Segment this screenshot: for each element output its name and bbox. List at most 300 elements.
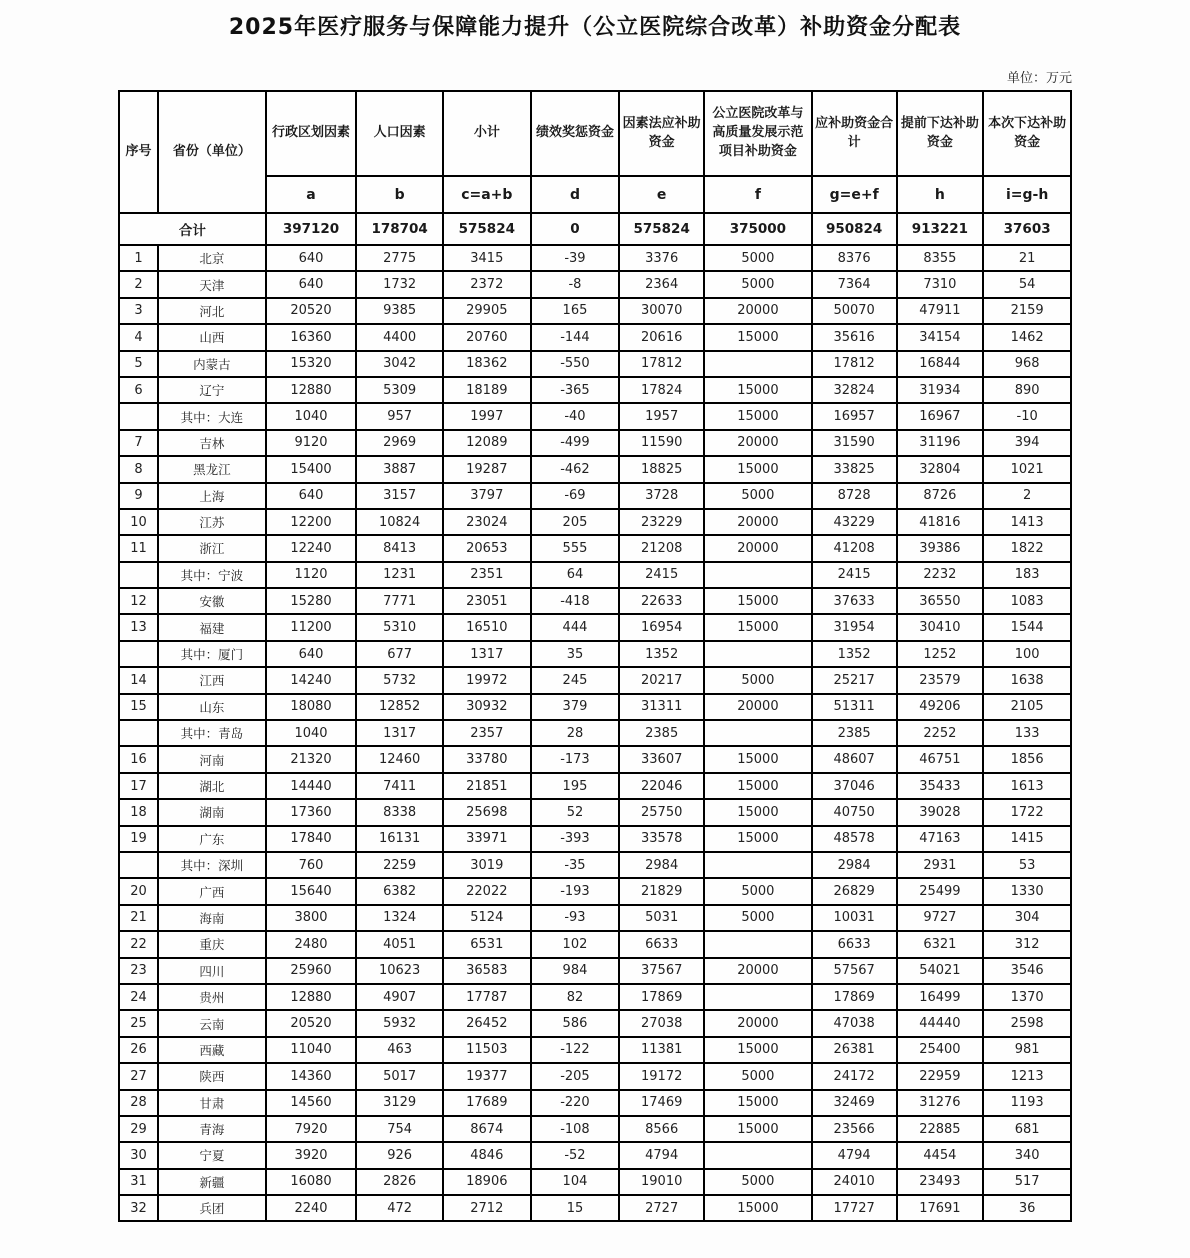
table-row [119,509,1071,535]
header-col-g: 应补助资金合计 [812,91,897,176]
value-cell: 7364 [812,271,897,297]
value-cell: 3800 [266,905,357,931]
seq-cell: 13 [119,614,158,640]
value-cell: 4846 [443,1142,531,1168]
seq-cell: 5 [119,351,158,377]
value-cell: 2385 [619,720,704,746]
value-cell: 2969 [356,430,443,456]
value-cell: 681 [983,1116,1071,1142]
value-cell: 22022 [443,878,531,904]
value-cell: 4400 [356,324,443,350]
value-cell: 20760 [443,324,531,350]
value-cell: 54021 [897,958,984,984]
value-cell: 5000 [704,1063,812,1089]
value-cell: 5000 [704,245,812,271]
table-row [119,984,1071,1010]
value-cell: 7920 [266,1116,357,1142]
table-row [119,641,1071,667]
value-cell: 49206 [897,694,984,720]
province-cell: 其中：深圳 [158,852,266,878]
province-cell: 辽宁 [158,377,266,403]
seq-cell: 32 [119,1195,158,1221]
value-cell: 20520 [266,1010,357,1036]
value-cell: 15000 [704,773,812,799]
value-cell: 3797 [443,483,531,509]
value-cell: -365 [531,377,620,403]
value-cell: 1231 [356,562,443,588]
value-cell: 16510 [443,614,531,640]
value-cell: 47911 [897,298,984,324]
value-cell: 100 [983,641,1071,667]
value-cell: -393 [531,826,620,852]
province-cell: 西藏 [158,1037,266,1063]
seq-cell: 18 [119,799,158,825]
seq-cell [119,641,158,667]
value-cell: -69 [531,483,620,509]
value-cell: 379 [531,694,620,720]
value-cell: 2415 [619,562,704,588]
value-cell: 4794 [812,1142,897,1168]
value-cell: 31196 [897,430,984,456]
table-row [119,324,1071,350]
value-cell: 23493 [897,1169,984,1195]
province-cell: 青海 [158,1116,266,1142]
seq-cell: 2 [119,271,158,297]
value-cell: 5000 [704,667,812,693]
value-cell: 7771 [356,588,443,614]
seq-cell: 20 [119,878,158,904]
page-title: 2025年医疗服务与保障能力提升（公立医院综合改革）补助资金分配表 [228,15,962,40]
value-cell: 20000 [704,694,812,720]
value-cell: 28 [531,720,620,746]
value-cell: 35433 [897,773,984,799]
value-cell: 11590 [619,430,704,456]
value-cell: -499 [531,430,620,456]
value-cell: 1370 [983,984,1071,1010]
value-cell: 8726 [897,483,984,509]
value-cell: 17869 [812,984,897,1010]
table-row [119,694,1071,720]
value-cell: 9120 [266,430,357,456]
value-cell: 12880 [266,377,357,403]
value-cell: 5000 [704,271,812,297]
value-cell: 18362 [443,351,531,377]
province-cell: 广东 [158,826,266,852]
value-cell: 1193 [983,1090,1071,1116]
value-cell: 25750 [619,799,704,825]
value-cell: 41208 [812,535,897,561]
value-cell: 24010 [812,1169,897,1195]
value-cell: -193 [531,878,620,904]
value-cell: 36583 [443,958,531,984]
value-cell: 57567 [812,958,897,984]
province-cell: 云南 [158,1010,266,1036]
header-formula-g: g=e+f [812,176,897,213]
value-cell: 5310 [356,614,443,640]
value-cell: 472 [356,1195,443,1221]
table-header [119,91,1071,213]
table-row [119,1142,1071,1168]
value-cell: 34154 [897,324,984,350]
value-cell: 19972 [443,667,531,693]
value-cell: -220 [531,1090,620,1116]
value-cell: 1021 [983,456,1071,482]
value-cell: 19287 [443,456,531,482]
seq-cell: 7 [119,430,158,456]
value-cell: 205 [531,509,620,535]
value-cell: 1413 [983,509,1071,535]
value-cell: 18906 [443,1169,531,1195]
value-cell: 33971 [443,826,531,852]
value-cell: 26452 [443,1010,531,1036]
total-value-cell: 0 [531,213,620,245]
value-cell: 517 [983,1169,1071,1195]
value-cell: 4907 [356,984,443,1010]
value-cell: -35 [531,852,620,878]
header-col-f: 公立医院改革与高质量发展示范项目补助资金 [704,91,812,176]
value-cell: 2480 [266,931,357,957]
total-value-cell: 178704 [356,213,443,245]
table-row [119,958,1071,984]
table-row [119,826,1071,852]
value-cell [704,720,812,746]
value-cell: 26381 [812,1037,897,1063]
value-cell: 957 [356,403,443,429]
value-cell: 82 [531,984,620,1010]
value-cell: 32824 [812,377,897,403]
header-col-e: 因素法应补助资金 [619,91,704,176]
seq-cell: 14 [119,667,158,693]
value-cell [704,351,812,377]
value-cell: 16080 [266,1169,357,1195]
value-cell: 19172 [619,1063,704,1089]
seq-cell: 28 [119,1090,158,1116]
value-cell: 1213 [983,1063,1071,1089]
total-label-cell: 合计 [119,213,266,245]
value-cell: 3042 [356,351,443,377]
value-cell: 36550 [897,588,984,614]
value-cell: 17787 [443,984,531,1010]
value-cell: 37567 [619,958,704,984]
table-row [119,403,1071,429]
value-cell: 40750 [812,799,897,825]
value-cell: 8728 [812,483,897,509]
header-formula-d: d [531,176,620,213]
value-cell: 50070 [812,298,897,324]
value-cell: 15280 [266,588,357,614]
value-cell: -39 [531,245,620,271]
table-row [119,483,1071,509]
seq-cell: 27 [119,1063,158,1089]
header-col-b: 人口因素 [356,91,443,176]
value-cell: -144 [531,324,620,350]
header-formula-f: f [704,176,812,213]
value-cell: 8674 [443,1116,531,1142]
value-cell: 53 [983,852,1071,878]
value-cell: 5000 [704,1169,812,1195]
province-cell: 贵州 [158,984,266,1010]
header-formula-a: a [266,176,357,213]
value-cell: 25217 [812,667,897,693]
value-cell: 48578 [812,826,897,852]
value-cell: 16844 [897,351,984,377]
total-value-cell: 950824 [812,213,897,245]
value-cell: -52 [531,1142,620,1168]
value-cell: 31954 [812,614,897,640]
value-cell: 7310 [897,271,984,297]
seq-cell: 23 [119,958,158,984]
total-value-cell: 375000 [704,213,812,245]
value-cell: 17689 [443,1090,531,1116]
header-col-a: 行政区划因素 [266,91,357,176]
value-cell: 15000 [704,588,812,614]
value-cell: 3157 [356,483,443,509]
value-cell: 32804 [897,456,984,482]
value-cell: 3920 [266,1142,357,1168]
header-formula-i: i=g-h [983,176,1071,213]
value-cell: 890 [983,377,1071,403]
value-cell: 640 [266,641,357,667]
value-cell: 18080 [266,694,357,720]
value-cell: 52 [531,799,620,825]
province-cell: 江苏 [158,509,266,535]
value-cell: 27038 [619,1010,704,1036]
value-cell: 6531 [443,931,531,957]
value-cell: 36 [983,1195,1071,1221]
value-cell: 2415 [812,562,897,588]
seq-cell: 16 [119,746,158,772]
value-cell: 17840 [266,826,357,852]
value-cell: 14240 [266,667,357,693]
total-value-cell: 37603 [983,213,1071,245]
value-cell: 1732 [356,271,443,297]
value-cell: 1040 [266,720,357,746]
value-cell: 6321 [897,931,984,957]
value-cell: 16499 [897,984,984,1010]
value-cell: 33607 [619,746,704,772]
value-cell: 37633 [812,588,897,614]
province-cell: 北京 [158,245,266,271]
value-cell: -418 [531,588,620,614]
value-cell: 15000 [704,799,812,825]
value-cell: 15000 [704,746,812,772]
value-cell: 19010 [619,1169,704,1195]
value-cell: 30410 [897,614,984,640]
value-cell: 754 [356,1116,443,1142]
value-cell: 32469 [812,1090,897,1116]
value-cell: 8413 [356,535,443,561]
seq-cell: 1 [119,245,158,271]
table-row [119,1195,1071,1221]
value-cell: 15000 [704,1090,812,1116]
value-cell: 4454 [897,1142,984,1168]
value-cell: 35 [531,641,620,667]
table-row [119,614,1071,640]
value-cell: 44440 [897,1010,984,1036]
header-col-i: 本次下达补助资金 [983,91,1071,176]
header-col-c: 小计 [443,91,531,176]
seq-cell: 31 [119,1169,158,1195]
value-cell: 2385 [812,720,897,746]
province-cell: 上海 [158,483,266,509]
value-cell: 1083 [983,588,1071,614]
header-formula-b: b [356,176,443,213]
value-cell: 17824 [619,377,704,403]
value-cell [704,562,812,588]
value-cell: 12200 [266,509,357,535]
value-cell: 760 [266,852,357,878]
seq-cell: 17 [119,773,158,799]
province-cell: 湖南 [158,799,266,825]
value-cell: 9727 [897,905,984,931]
value-cell: 8566 [619,1116,704,1142]
value-cell: 12880 [266,984,357,1010]
value-cell: 18189 [443,377,531,403]
province-cell: 四川 [158,958,266,984]
province-cell: 内蒙古 [158,351,266,377]
province-cell: 宁夏 [158,1142,266,1168]
value-cell: 4051 [356,931,443,957]
value-cell: 25400 [897,1037,984,1063]
table-row [119,1116,1071,1142]
value-cell: 8376 [812,245,897,271]
total-row [119,213,1071,245]
value-cell: 2357 [443,720,531,746]
value-cell: 20616 [619,324,704,350]
value-cell: 984 [531,958,620,984]
value-cell: 15000 [704,826,812,852]
value-cell: 183 [983,562,1071,588]
table-row [119,773,1071,799]
province-cell: 浙江 [158,535,266,561]
value-cell: 11040 [266,1037,357,1063]
province-cell: 新疆 [158,1169,266,1195]
province-cell: 陕西 [158,1063,266,1089]
value-cell: 3546 [983,958,1071,984]
seq-cell: 21 [119,905,158,931]
value-cell: 43229 [812,509,897,535]
value-cell: 51311 [812,694,897,720]
value-cell: 15640 [266,878,357,904]
value-cell [704,641,812,667]
value-cell: 30932 [443,694,531,720]
value-cell: 39028 [897,799,984,825]
value-cell: -462 [531,456,620,482]
table-row [119,746,1071,772]
value-cell [704,931,812,957]
value-cell: 21 [983,245,1071,271]
value-cell: 16967 [897,403,984,429]
value-cell: 18825 [619,456,704,482]
value-cell: 10031 [812,905,897,931]
value-cell: 17869 [619,984,704,1010]
table-total [119,213,1071,245]
seq-cell: 4 [119,324,158,350]
value-cell: 5031 [619,905,704,931]
value-cell: 16131 [356,826,443,852]
value-cell: 1462 [983,324,1071,350]
value-cell: -173 [531,746,620,772]
value-cell: 3129 [356,1090,443,1116]
value-cell: -40 [531,403,620,429]
value-cell: 555 [531,535,620,561]
province-cell: 重庆 [158,931,266,957]
table-row [119,1010,1071,1036]
seq-cell: 29 [119,1116,158,1142]
value-cell: 31311 [619,694,704,720]
value-cell: 16954 [619,614,704,640]
value-cell: -550 [531,351,620,377]
value-cell: 15000 [704,1037,812,1063]
province-cell: 甘肃 [158,1090,266,1116]
total-value-cell: 575824 [619,213,704,245]
value-cell: 2364 [619,271,704,297]
value-cell: 15000 [704,1116,812,1142]
table-row [119,720,1071,746]
value-cell: 2240 [266,1195,357,1221]
value-cell: 2105 [983,694,1071,720]
seq-cell: 22 [119,931,158,957]
value-cell: 22046 [619,773,704,799]
province-cell: 湖北 [158,773,266,799]
value-cell: 30070 [619,298,704,324]
value-cell: 46751 [897,746,984,772]
value-cell: 5000 [704,905,812,931]
value-cell: 17727 [812,1195,897,1221]
seq-cell: 24 [119,984,158,1010]
seq-cell [119,562,158,588]
province-cell: 安徽 [158,588,266,614]
seq-cell: 15 [119,694,158,720]
value-cell: 14440 [266,773,357,799]
value-cell: 5124 [443,905,531,931]
value-cell: 17812 [619,351,704,377]
value-cell: 5932 [356,1010,443,1036]
value-cell: 11200 [266,614,357,640]
value-cell: 5732 [356,667,443,693]
value-cell: -108 [531,1116,620,1142]
value-cell: 15 [531,1195,620,1221]
value-cell: 23566 [812,1116,897,1142]
value-cell: 23229 [619,509,704,535]
value-cell: 25499 [897,878,984,904]
seq-cell: 30 [119,1142,158,1168]
value-cell: 1544 [983,614,1071,640]
value-cell: 1317 [443,641,531,667]
province-cell: 其中：大连 [158,403,266,429]
table-row [119,377,1071,403]
value-cell: 1324 [356,905,443,931]
value-cell: 10824 [356,509,443,535]
value-cell: 11381 [619,1037,704,1063]
value-cell: 20000 [704,298,812,324]
value-cell: 20000 [704,430,812,456]
total-value-cell: 913221 [897,213,984,245]
seq-cell: 19 [119,826,158,852]
value-cell: 1822 [983,535,1071,561]
table-row [119,535,1071,561]
value-cell: 16360 [266,324,357,350]
value-cell: 26829 [812,878,897,904]
value-cell: 1415 [983,826,1071,852]
value-cell: 1352 [812,641,897,667]
value-cell: 33578 [619,826,704,852]
header-formula-c: c=a+b [443,176,531,213]
table-row [119,905,1071,931]
value-cell: 2984 [619,852,704,878]
seq-cell: 25 [119,1010,158,1036]
table-row [119,271,1071,297]
